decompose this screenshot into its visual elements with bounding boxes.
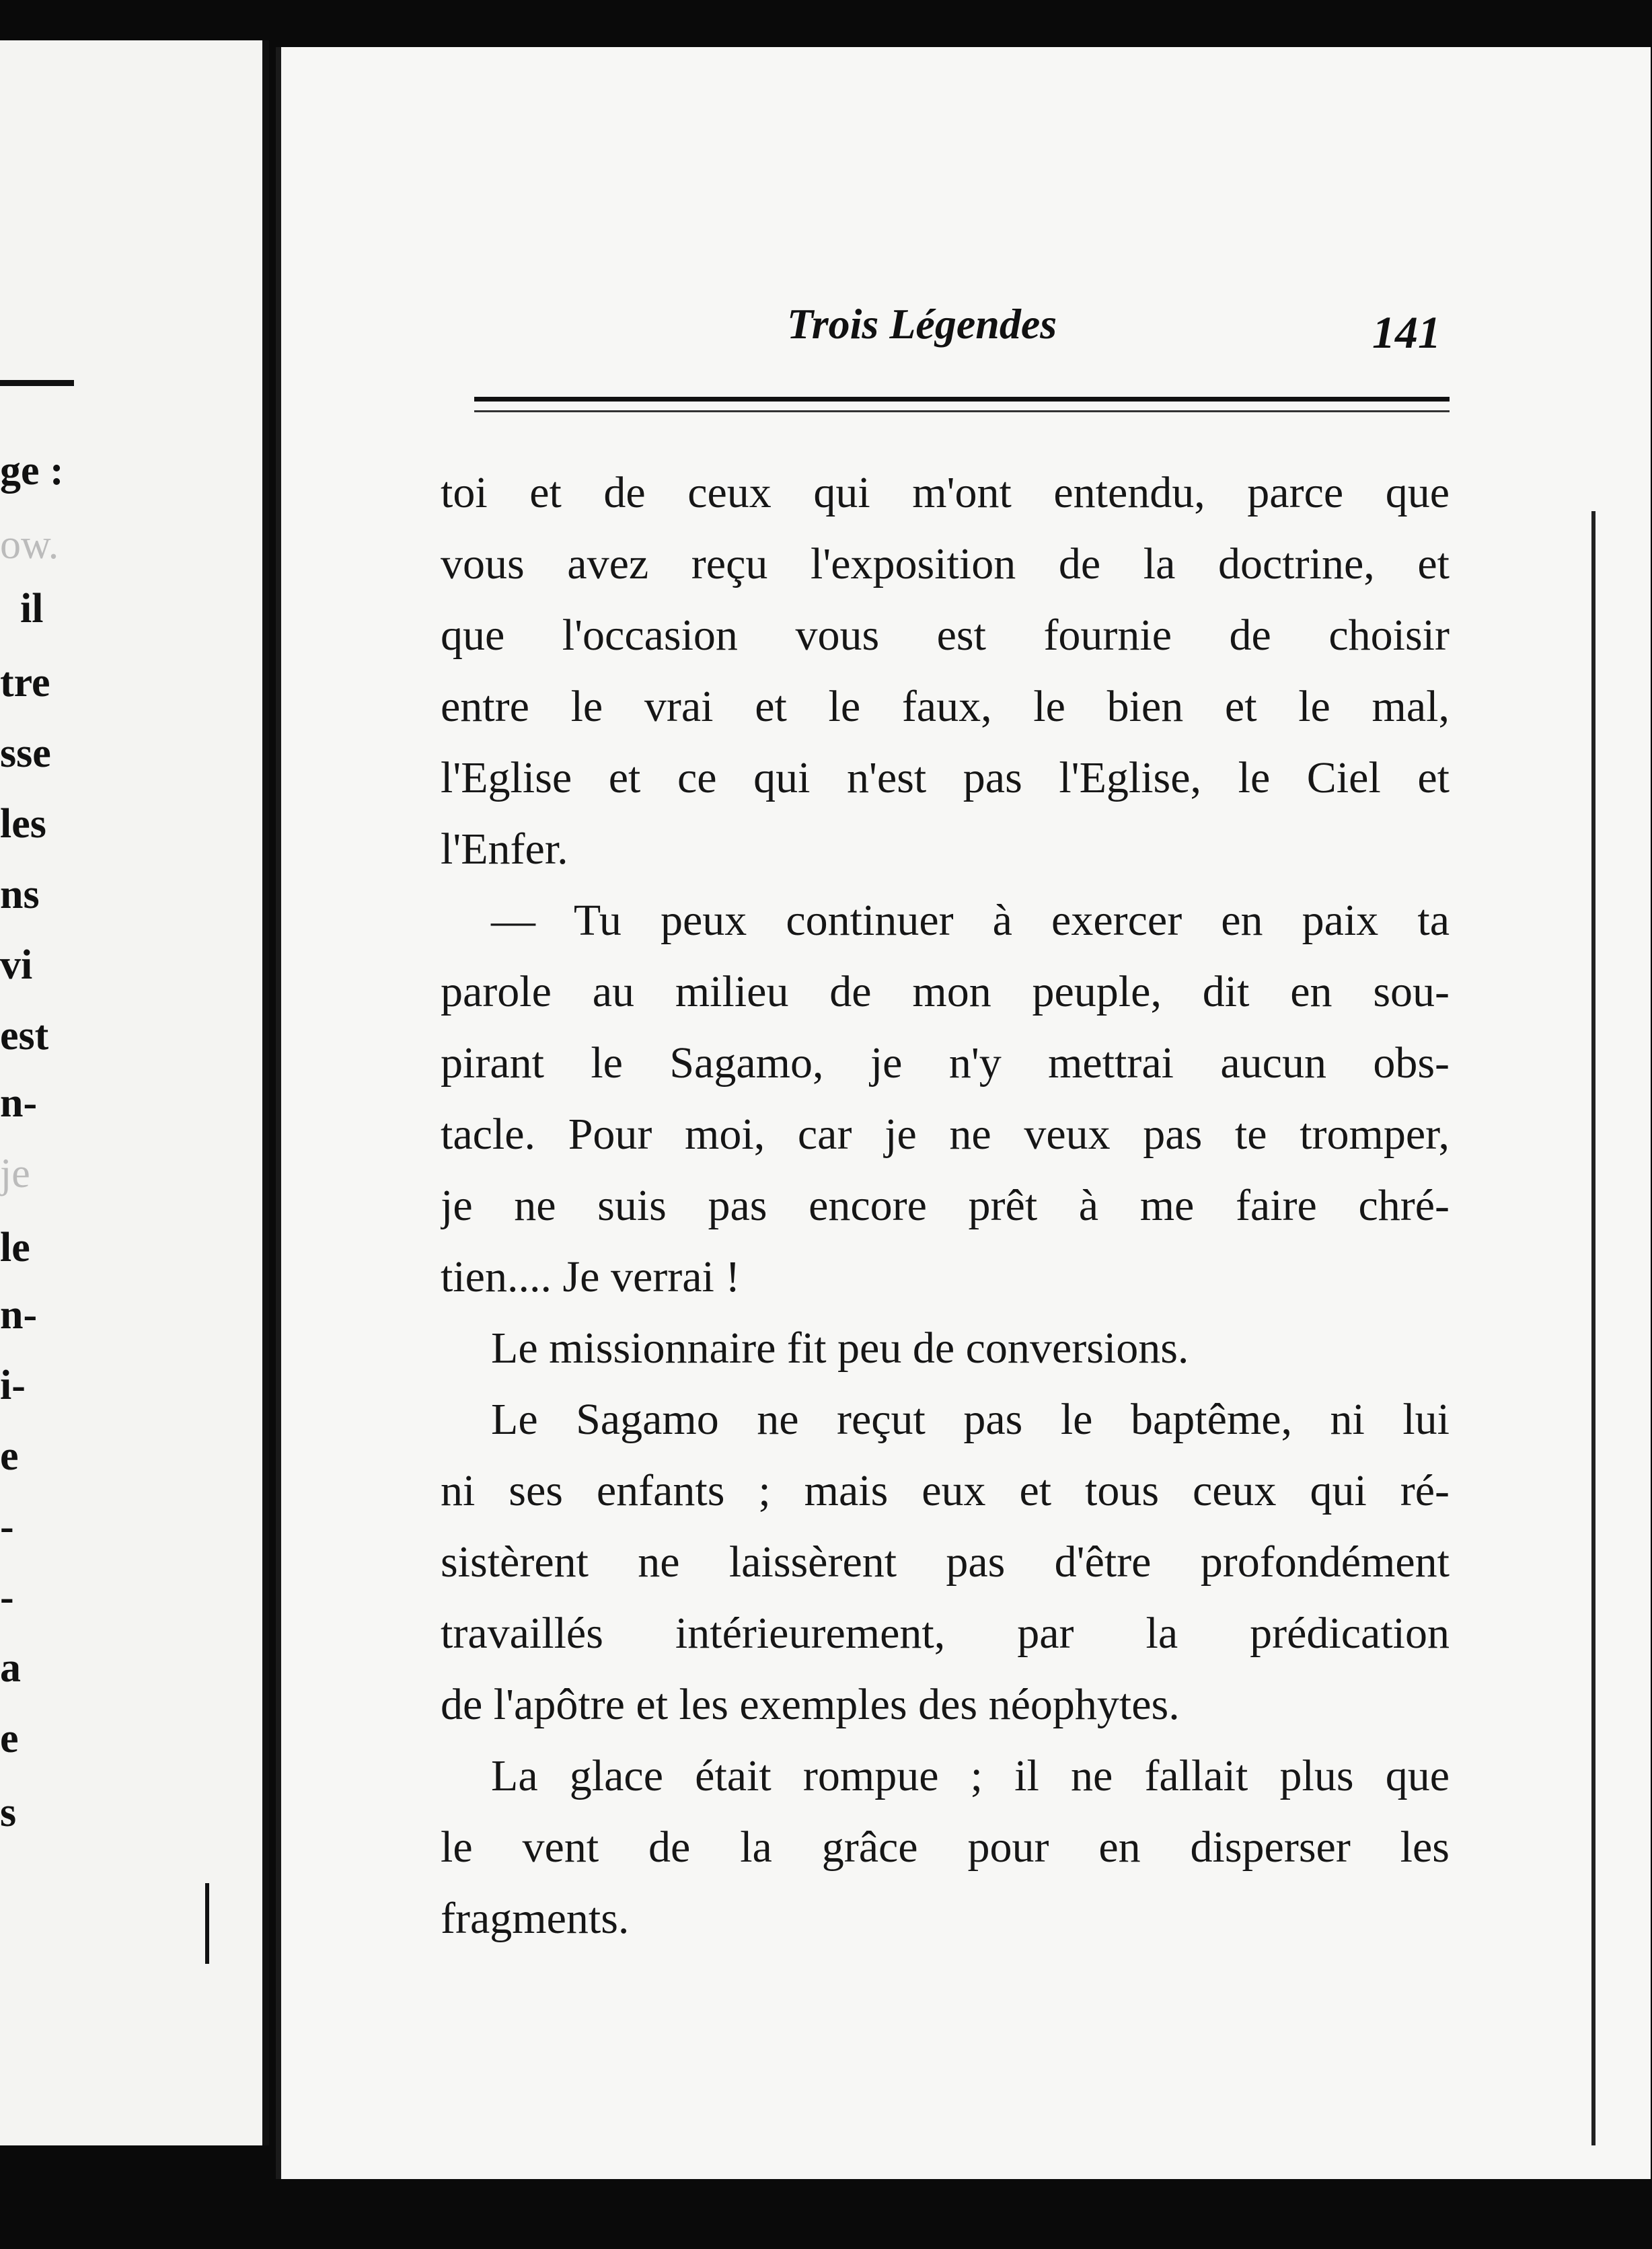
header-rule-thin	[474, 410, 1450, 412]
text-line: que l'occasion vous est fournie de choisir	[441, 611, 1450, 660]
page-number: 141	[1372, 307, 1441, 358]
text-line: Le Sagamo ne reçut pas le baptême, ni lui	[491, 1395, 1450, 1444]
left-page-fragment: vi	[0, 942, 33, 988]
left-page-fragment: je	[0, 1151, 30, 1196]
text-line: fragments.	[441, 1894, 630, 1943]
text-line: travaillés intérieurement, par la prédication	[441, 1609, 1450, 1658]
left-facing-page	[0, 40, 269, 2145]
text-line: — Tu peux continuer à exercer en paix ta	[491, 896, 1450, 945]
body-text	[441, 457, 1450, 1954]
running-head: Trois Légendes	[787, 300, 1057, 348]
left-page-fragment: e	[0, 1716, 19, 1761]
left-page-fragment: -	[0, 1504, 14, 1550]
text-line: l'Enfer.	[441, 825, 568, 874]
left-page-fragment: e	[0, 1433, 19, 1479]
left-page-fragment: n-	[0, 1292, 38, 1338]
left-page-fragment: ge :	[0, 448, 64, 494]
left-page-header-rule	[0, 380, 74, 386]
left-page-fragment: il	[20, 586, 44, 632]
left-page-fragment: tre	[0, 660, 50, 706]
header-rule	[474, 397, 1450, 402]
gutter-mark	[205, 1883, 209, 1964]
text-line: pirant le Sagamo, je n'y mettrai aucun obs-	[441, 1038, 1450, 1088]
left-page-fragment: i-	[0, 1363, 26, 1408]
text-line: vous avez reçu l'exposition de la doctrine, et	[441, 539, 1450, 588]
text-line: La glace était rompue ; il ne fallait plus que	[491, 1751, 1450, 1800]
text-line: tacle. Pour moi, car je ne veux pas te tromper,	[441, 1110, 1450, 1159]
text-line: tien.... Je verrai !	[441, 1252, 741, 1301]
text-line: je ne suis pas encore prêt à me faire chré-	[441, 1181, 1450, 1230]
text-line: l'Eglise et ce qui n'est pas l'Eglise, le Ciel et	[441, 753, 1450, 802]
text-line: entre le vrai et le faux, le bien et le mal,	[441, 682, 1450, 731]
text-line: de l'apôtre et les exemples des néophytes.	[441, 1680, 1180, 1729]
text-line: Le missionnaire fit peu de conversions.	[491, 1324, 1189, 1373]
text-line: toi et de ceux qui m'ont entendu, parce que	[441, 468, 1450, 517]
left-page-fragment: est	[0, 1013, 49, 1059]
left-page-fragment: ow.	[0, 522, 59, 568]
page-edge-shadow	[1591, 511, 1595, 2145]
left-page-fragment: -	[0, 1574, 14, 1620]
text-line: ni ses enfants ; mais eux et tous ceux qui ré-	[441, 1466, 1450, 1515]
left-page-fragment: sse	[0, 730, 51, 776]
text-line: le vent de la grâce pour en disperser les	[441, 1823, 1450, 1872]
left-page-fragment: le	[0, 1225, 30, 1270]
text-line: parole au milieu de mon peuple, dit en sou-	[441, 967, 1450, 1016]
left-page-fragment: les	[0, 801, 46, 847]
left-page-fragment: s	[0, 1790, 17, 1835]
left-page-fragment: a	[0, 1645, 21, 1691]
left-page-fragment: ns	[0, 872, 40, 917]
left-page-fragment: n-	[0, 1080, 38, 1126]
text-line: sistèrent ne laissèrent pas d'être profondément	[441, 1537, 1450, 1587]
